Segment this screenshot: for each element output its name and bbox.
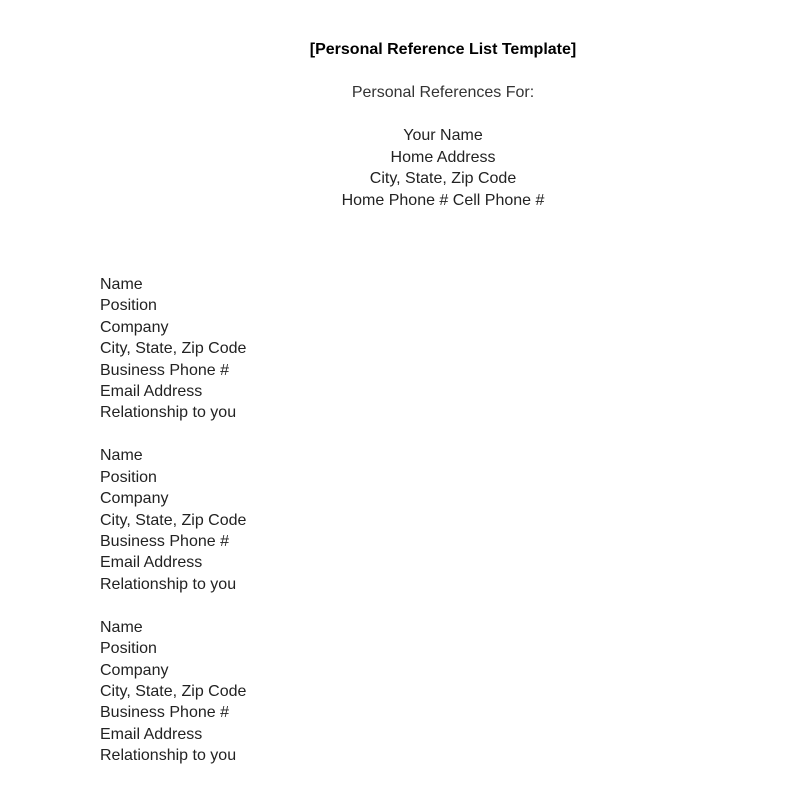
- reference-location: City, State, Zip Code: [100, 511, 247, 529]
- reference-location: City, State, Zip Code: [100, 682, 247, 700]
- reference-company: Company: [100, 661, 169, 679]
- applicant-info-block: [0, 125, 791, 211]
- reference-phone: Business Phone #: [100, 361, 229, 379]
- reference-entry-2: [100, 445, 246, 595]
- reference-name: Name: [100, 276, 143, 293]
- applicant-phones: Home Phone # Cell Phone #: [341, 191, 545, 209]
- reference-email: Email Address: [100, 554, 203, 572]
- reference-company: Company: [100, 490, 169, 508]
- reference-position: Position: [100, 468, 157, 486]
- applicant-city-state-zip: City, State, Zip Code: [369, 170, 517, 187]
- applicant-name: Your Name: [403, 127, 483, 144]
- reference-relationship: Relationship to you: [100, 575, 237, 593]
- references-for-label: Personal References For:: [351, 84, 535, 101]
- reference-entry-1: [100, 274, 246, 424]
- reference-location: City, State, Zip Code: [100, 340, 247, 358]
- reference-email: Email Address: [100, 725, 203, 743]
- reference-phone: Business Phone #: [100, 532, 229, 550]
- reference-relationship: Relationship to you: [100, 747, 237, 765]
- reference-email: Email Address: [100, 383, 203, 401]
- reference-company: Company: [100, 318, 169, 336]
- reference-phone: Business Phone #: [100, 704, 229, 722]
- document-title: [Personal Reference List Template]: [309, 41, 577, 58]
- applicant-address: Home Address: [390, 148, 496, 166]
- reference-name: Name: [100, 618, 143, 636]
- reference-relationship: Relationship to you: [100, 404, 237, 422]
- reference-position: Position: [100, 640, 157, 658]
- reference-name: Name: [100, 447, 143, 465]
- reference-position: Position: [100, 297, 157, 315]
- reference-list: [100, 274, 246, 788]
- reference-entry-3: [100, 617, 246, 767]
